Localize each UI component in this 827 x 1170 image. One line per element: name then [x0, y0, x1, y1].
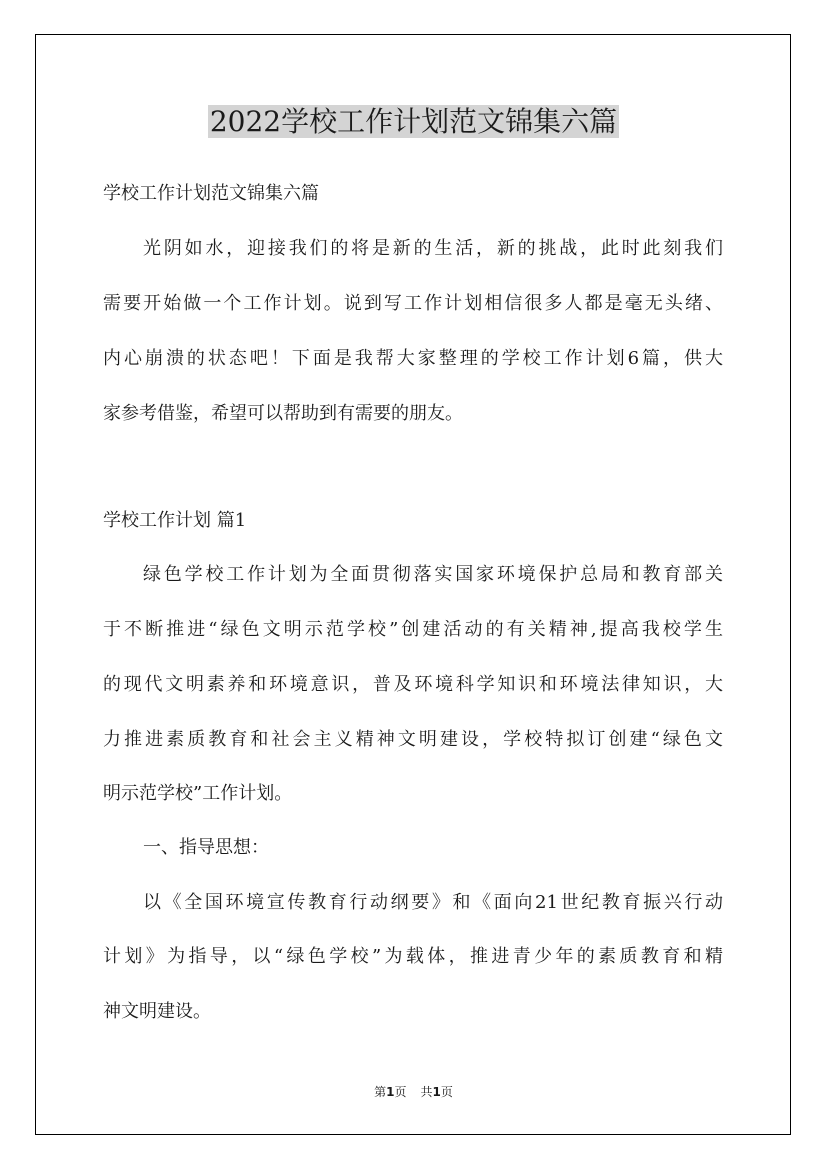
section-body-line-1: 绿色学校工作计划为全面贯彻落实国家环境保护总局和教育部关 [143, 564, 723, 585]
footer-total-pages: 1 [432, 1085, 441, 1099]
document-title [0, 101, 827, 143]
document-title-text: 2022学校工作计划范文锦集六篇 [209, 105, 618, 138]
page-footer [0, 1084, 827, 1100]
section-body-line-5: 明示范学校”工作计划。 [103, 783, 293, 804]
footer-page-suffix: 页 [394, 1085, 407, 1099]
section-body-line-3: 的现代文明素养和环境意识，普及环境科学知识和环境法律知识，大 [103, 674, 723, 695]
intro-line-4: 家参考借鉴，希望可以帮助到有需要的朋友。 [103, 403, 463, 424]
intro-line-3: 内心崩溃的状态吧！下面是我帮大家整理的学校工作计划6篇，供大 [103, 348, 723, 369]
point-one-line-1: 以《全国环境宣传教育行动纲要》和《面向21世纪教育振兴行动 [143, 892, 723, 913]
footer-page-number: 1 [386, 1085, 395, 1099]
point-one-heading: 一、指导思想： [143, 837, 269, 858]
footer-prefix: 第 [374, 1085, 387, 1099]
section-body-line-4: 力推进素质教育和社会主义精神文明建设，学校特拟订创建“绿色文 [103, 729, 723, 750]
intro-line-1: 光阴如水，迎接我们的将是新的生活，新的挑战，此时此刻我们 [143, 238, 723, 259]
section-heading: 学校工作计划 篇1 [103, 510, 247, 531]
document-subtitle: 学校工作计划范文锦集六篇 [103, 183, 319, 204]
footer-total-prefix: 共 [420, 1085, 433, 1099]
footer-total-suffix: 页 [440, 1085, 453, 1099]
section-body-line-2: 于不断推进“绿色文明示范学校”创建活动的有关精神,提高我校学生 [103, 619, 723, 640]
intro-line-2: 需要开始做一个工作计划。说到写工作计划相信很多人都是毫无头绪、 [103, 293, 723, 314]
point-one-line-3: 神文明建设。 [103, 1001, 211, 1022]
point-one-line-2: 计划》为指导，以“绿色学校”为载体，推进青少年的素质教育和精 [103, 946, 723, 967]
